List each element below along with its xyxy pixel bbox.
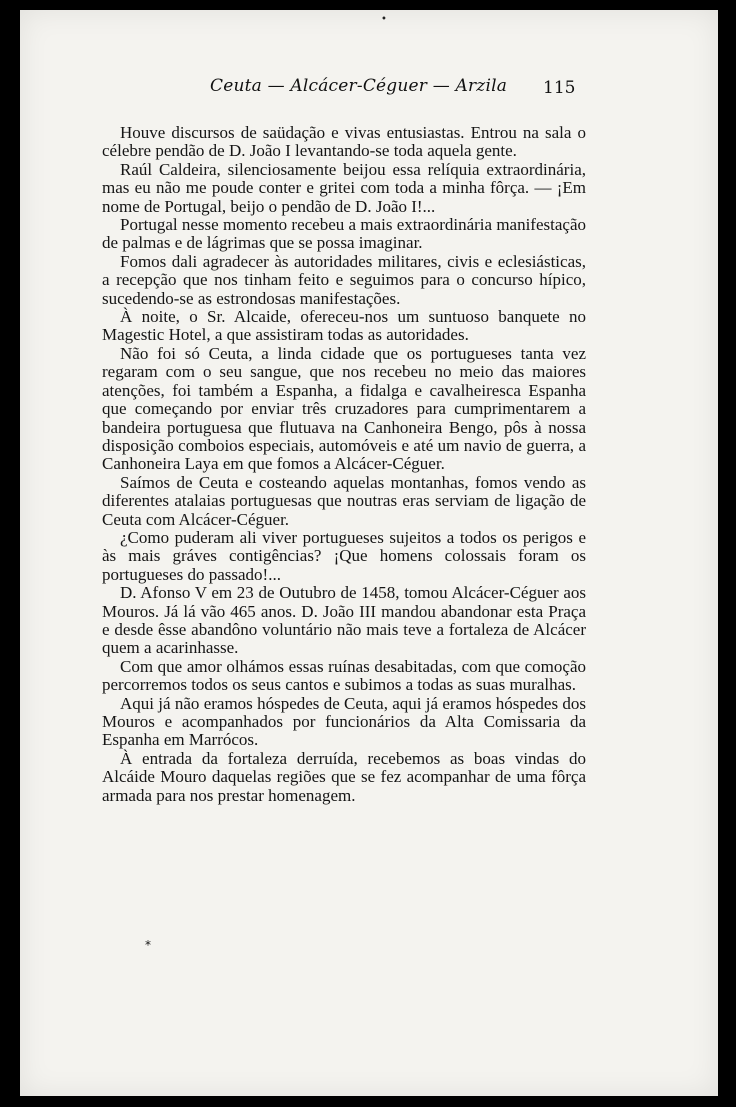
paragraph: Não foi só Ceuta, a linda cidade que os portugueses tanta vez regaram com o seu sangue, que nos recebeu no meio das maiores atenções, foi também a Espanha, a fidalga e cavalheiresca Espanha que começando por enviar três cruzadores para cumprimentarem a bandeira portuguesa que flutuava na Canhoneira Bengo, pôs à nossa disposição comboios especiais, automóveis e até um navio de guerra, a Canhoneira Laya em que fomos a Alcácer-Céguer. (102, 343, 586, 474)
paragraph: Portugal nesse momento recebeu a mais extraordinária manifestação de palmas e de lágrimas que se possa imaginar. (102, 215, 586, 253)
paragraph: À noite, o Sr. Alcaide, ofereceu-nos um suntuoso banquete no Magestic Hotel, a que assistiram todas as autoridades. (102, 307, 586, 345)
body-text (102, 124, 586, 805)
end-asterisk-mark: * (145, 938, 151, 952)
running-title: Ceuta — Alcácer-Céguer — Arzila (210, 76, 508, 96)
paragraph: Fomos dali agradecer às autoridades militares, civis e eclesiásticas, a recepção que nos tinham feito e seguimos para o concurso hípico, sucedendo-se as estrondosas manifestações. (102, 251, 586, 308)
paragraph: Houve discursos de saüdação e vivas entusiastas. Entrou na sala o célebre pendão de D. João I levantando-se toda aquela gente. (102, 123, 586, 161)
paragraph: D. Afonso V em 23 de Outubro de 1458, tomou Alcácer-Céguer aos Mouros. Já lá vão 465 anos. D. João III mandou abandonar esta Praça e desde êsse abandôno voluntário não mais teve a fortaleza de Alcácer quem a acarinhasse. (102, 583, 586, 658)
page-number: 115 (543, 78, 576, 98)
paragraph: À entrada da fortaleza derruída, recebemos as boas vindas do Alcáide Mouro daquelas regiões que se fez acompanhar de uma fôrça armada para nos prestar homenagem. (102, 748, 586, 805)
book-page (20, 10, 718, 1096)
paragraph: Aqui já não eramos hóspedes de Ceuta, aqui já eramos hóspedes dos Mouros e acompanhados por funcionários da Alta Comissaria da Espanha em Marrócos. (102, 693, 586, 750)
paragraph: ¿Como puderam ali viver portugueses sujeitos a todos os perigos e às mais gráves contigências? ¡Que homens colossais foram os portugueses do passado!... (102, 527, 586, 584)
paragraph: Com que amor olhámos essas ruínas desabitadas, com que comoção percorremos todos os seus cantos e subimos a todas as suas muralhas. (102, 656, 586, 695)
top-dot-mark: • (381, 14, 387, 25)
paragraph: Saímos de Ceuta e costeando aquelas montanhas, fomos vendo as diferentes atalaias portuguesas que noutras eras serviam de ligação de Ceuta com Alcácer-Céguer. (102, 472, 586, 529)
paragraph: Raúl Caldeira, silenciosamente beijou essa relíquia extraordinária, mas eu não me poude conter e gritei com toda a minha fôrça. — ¡Em nome de Portugal, beijo o pendão de D. João I!... (102, 159, 586, 216)
page-header (20, 76, 718, 106)
